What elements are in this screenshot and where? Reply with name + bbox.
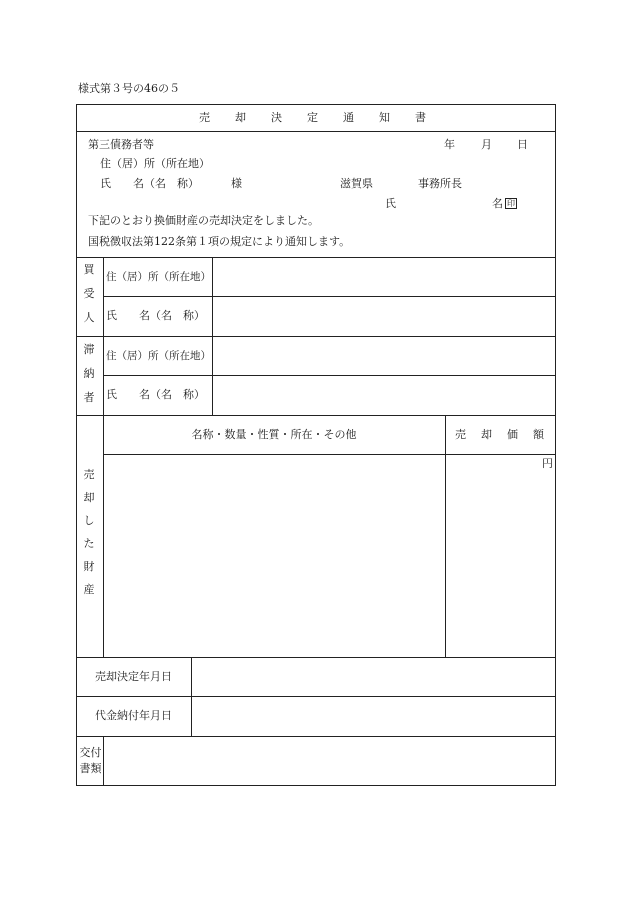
divider — [76, 696, 556, 697]
prefecture-label: 滋賀県 — [340, 177, 373, 190]
delivery-docs-label-line2: 書類 — [79, 762, 102, 775]
buyer-name-label: 氏 名（名 称） — [106, 309, 205, 322]
official-family-name-label: 氏 — [385, 197, 396, 210]
delivery-docs-label-line1: 交付 — [79, 746, 102, 759]
yen-unit: 円 — [542, 457, 553, 470]
property-char: 財 — [83, 560, 95, 573]
divider — [76, 131, 556, 132]
divider — [76, 415, 556, 416]
delinquent-name-label: 氏 名（名 称） — [106, 388, 205, 401]
seal-mark: 印 — [507, 199, 515, 208]
delinquent-char: 滞 — [83, 343, 95, 356]
divider — [445, 415, 446, 657]
property-description-header: 名称・数量・性質・所在・その他 — [191, 428, 357, 441]
divider — [76, 736, 556, 737]
sama-label: 様 — [231, 177, 242, 190]
form-title: 売 却 決 定 通 知 書 — [199, 111, 433, 124]
notice-sentence-1: 下記のとおり換価財産の売却決定をしました。 — [88, 214, 319, 227]
header-address-label: 住（居）所（所在地） — [100, 157, 210, 170]
date-day: 日 — [517, 138, 528, 151]
date-month: 月 — [481, 138, 492, 151]
delinquent-char: 者 — [83, 391, 95, 404]
property-char: し — [83, 514, 95, 527]
buyer-vertical-label — [82, 263, 96, 335]
divider — [103, 415, 104, 657]
buyer-char: 買 — [83, 263, 95, 276]
sale-price-header: 売 却 価 額 — [455, 428, 546, 441]
buyer-char: 受 — [83, 287, 95, 300]
buyer-char: 人 — [83, 311, 95, 324]
divider — [103, 736, 104, 786]
divider — [76, 336, 556, 337]
date-year: 年 — [444, 138, 455, 151]
official-given-name-label: 名 印 — [492, 197, 515, 210]
header-name-label: 氏 名（名 称） — [100, 177, 199, 190]
property-char: 産 — [83, 583, 95, 596]
delinquent-vertical-label — [82, 343, 96, 415]
addressee-label: 第三債務者等 — [88, 138, 154, 151]
buyer-address-label: 住（居）所（所在地） — [106, 271, 211, 283]
form-number: 様式第３号の46の５ — [78, 82, 180, 95]
divider — [103, 375, 556, 376]
sale-decision-date-label: 売却決定年月日 — [95, 670, 172, 683]
notice-sentence-2: 国税徴収法第122条第１項の規定により通知します。 — [88, 235, 351, 248]
property-char: 却 — [83, 491, 95, 504]
delinquent-char: 納 — [83, 367, 95, 380]
divider — [76, 257, 556, 258]
divider — [103, 296, 556, 297]
property-vertical-label — [82, 468, 96, 606]
office-chief-label: 事務所長 — [418, 177, 462, 190]
delinquent-address-label: 住（居）所（所在地） — [106, 350, 211, 362]
divider — [76, 657, 556, 658]
property-char: 売 — [83, 468, 95, 481]
property-char: た — [83, 537, 95, 550]
payment-date-label: 代金納付年月日 — [95, 709, 172, 722]
divider — [103, 454, 556, 455]
